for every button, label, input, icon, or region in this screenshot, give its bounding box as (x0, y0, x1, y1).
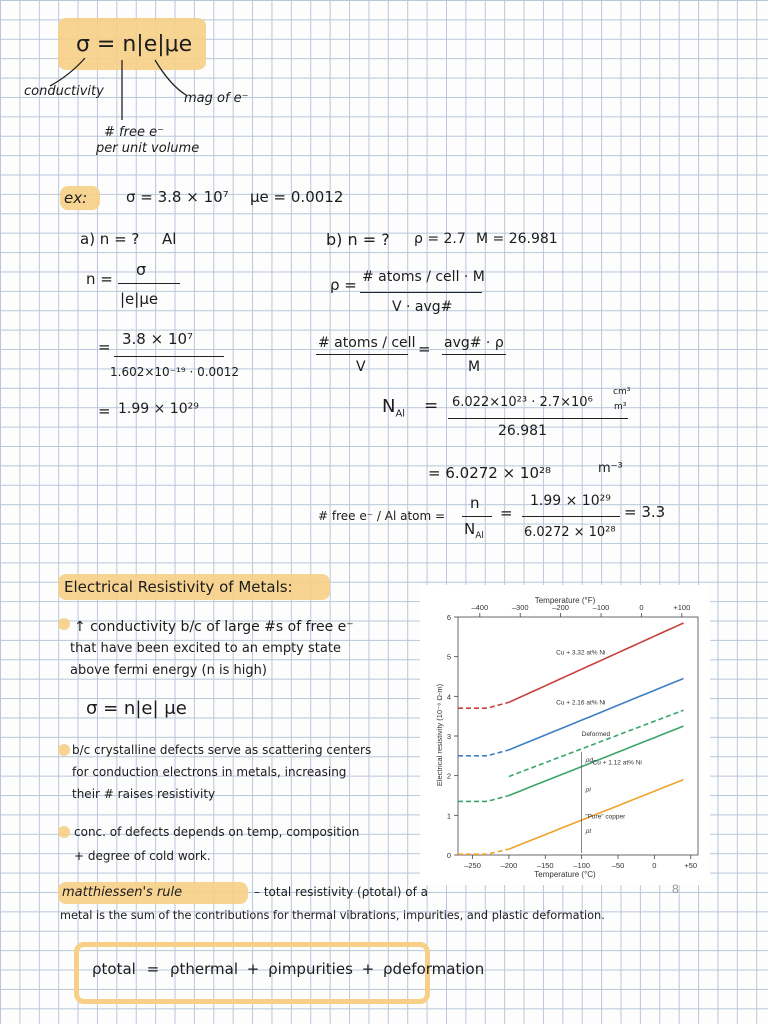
series-line-dashed (458, 849, 509, 854)
x-tick-label: –250 (464, 861, 481, 870)
part-b-nal-unit-den: m³ (614, 402, 627, 412)
rho-guide-label: ρi (585, 786, 591, 794)
rule-line2: metal is the sum of the contributions for thermal vibrations, impurities, and plastic deformation. (60, 909, 605, 922)
chart-ylabel: Electrical resistivity (10⁻⁸ Ω-m) (435, 683, 444, 787)
example-tag: ex: (64, 189, 88, 207)
x-tick-label: –100 (573, 861, 590, 870)
x2-tick-label: –300 (511, 603, 529, 612)
label-mag-of-e: mag of e⁻ (184, 91, 249, 106)
final-equals: = (146, 960, 160, 978)
bullet3-marker (58, 826, 70, 838)
series-label: "Pure" copper (585, 813, 626, 821)
x-tick-label: –50 (611, 861, 625, 870)
series-label: Cu + 3.32 at% Ni (556, 649, 606, 657)
part-b-rho-eq: ρ = (330, 276, 357, 294)
free-e-numerator-2: 1.99 × 10²⁹ (530, 493, 611, 509)
part-b-nal-result: = 6.0272 × 10²⁸ (428, 464, 552, 482)
rule-tag: matthiessen's rule (62, 885, 183, 900)
series-line (509, 623, 684, 702)
x-tick-label: 0 (652, 861, 657, 870)
part-b-avg-fraction-bar (442, 354, 506, 355)
part-a-denominator: |e|μe (120, 290, 159, 308)
rho-impurities: ρimpurities (268, 960, 353, 978)
free-e-fraction-bar (462, 516, 492, 517)
y-tick-label: 3 (446, 732, 451, 741)
nal-subscript: Al (395, 408, 406, 420)
part-b-rho: ρ = 2.7 (414, 231, 466, 247)
series-label: Cu + 2.16 at% Ni (556, 699, 606, 707)
part-a-result: 1.99 × 10²⁹ (118, 401, 199, 417)
x2-tick-label: –100 (592, 603, 610, 612)
rho-total: ρtotal (92, 960, 136, 978)
part-b-molar-mass: M = 26.981 (476, 231, 558, 247)
series-line-dashed (458, 750, 509, 756)
series-line (509, 679, 684, 750)
part-a-denominator-2: 1.602×10⁻¹⁹ · 0.0012 (110, 365, 240, 379)
part-a-numerator: σ (136, 260, 147, 279)
final-equation (92, 962, 484, 977)
rho-deformation: ρdeformation (383, 960, 485, 978)
y-tick-label: 1 (446, 811, 451, 821)
resistivity-formula: σ = n|e| μe (86, 698, 187, 719)
part-b-atoms-equals: = (418, 340, 431, 358)
label-free-electrons: # free e⁻ (104, 125, 164, 140)
x-tick-label: +50 (684, 861, 698, 870)
part-b-nal-denominator: 26.981 (498, 423, 547, 439)
part-b-rho-numerator: # atoms / cell · M (362, 269, 485, 285)
series-label: Cu + 1.12 at% Ni (592, 759, 642, 767)
x2-tick-label: –400 (471, 603, 489, 612)
free-e-denominator (464, 522, 484, 541)
part-b-nal-numerator: 6.022×10²³ · 2.7×10⁶ (452, 395, 593, 410)
x-tick-label: –200 (500, 861, 518, 870)
example-mu: μe = 0.0012 (250, 188, 344, 206)
bullet1-line1: ↑ conductivity b/c of large #s of free e⁻ (74, 619, 354, 635)
part-b-avg-numerator: avg# · ρ (444, 335, 504, 351)
part-b-atoms-numerator: # atoms / cell (318, 335, 416, 351)
y-tick-label: 6 (446, 613, 451, 622)
rho-guide-label: ρt (585, 828, 592, 836)
x2-tick-label: –200 (552, 603, 569, 612)
rho-guide-label: ρd (585, 756, 593, 764)
bullet1-marker (58, 618, 70, 630)
bullet2-line2: for conduction electrons in metals, increasing (72, 765, 347, 779)
part-a-element: Al (162, 230, 177, 248)
series-label: Deformed (581, 731, 611, 738)
part-b-avg-denominator: M (468, 359, 481, 375)
y-tick-label: 2 (446, 771, 451, 781)
free-e-den-symbol: N (464, 520, 476, 538)
y-tick-label: 0 (446, 851, 451, 860)
part-b-rho-denominator: V · avg# (392, 299, 453, 315)
chart-x2label: Temperature (°F) (534, 596, 596, 605)
part-b-nal-fraction-bar (448, 418, 628, 419)
label-conductivity: conductivity (24, 84, 104, 99)
part-b-nal-result-unit: m⁻³ (598, 461, 623, 476)
part-b-rho-fraction-bar (360, 292, 482, 293)
part-b-nal-equals: = (424, 396, 439, 416)
part-a-numerator-2: 3.8 × 10⁷ (122, 330, 194, 348)
part-a-question: a) n = ? (80, 230, 140, 248)
y-tick-label: 5 (446, 652, 451, 662)
rule-line1: – total resistivity (ρtotal) of a (254, 885, 429, 899)
resistivity-chart (420, 585, 710, 885)
part-b-atoms-fraction-bar (316, 354, 408, 355)
formula-sigma-main: σ = n|e|μe (76, 32, 193, 57)
free-e-den-sub: Al (475, 531, 484, 541)
resistivity-chart-svg (420, 585, 710, 885)
part-b-nal-unit-num: cm³ (613, 387, 631, 397)
bullet2-line3: their # raises resistivity (72, 787, 216, 801)
part-b-atoms-denominator: V (356, 359, 366, 375)
y-tick-label: 4 (446, 692, 451, 702)
nal-symbol: N (382, 396, 396, 417)
x2-tick-label: 0 (639, 603, 644, 612)
part-b-nal-label (382, 398, 405, 420)
bullet1-line2: that have been excited to an empty state (70, 641, 341, 656)
bullet2-line1: b/c crystalline defects serve as scattering centers (72, 743, 372, 757)
x-tick-label: –150 (536, 861, 554, 870)
x2-tick-label: +100 (673, 603, 691, 612)
bullet3-line1: conc. of defects depends on temp, composition (74, 825, 360, 839)
part-b-question: b) n = ? (326, 230, 390, 249)
free-e-denominator-2: 6.0272 × 10²⁸ (524, 525, 616, 540)
part-a-fraction-bar-2 (114, 356, 224, 357)
example-sigma: σ = 3.8 × 10⁷ (126, 188, 229, 206)
page-number: 8 (672, 882, 679, 896)
bullet2-marker (58, 744, 70, 756)
label-per-unit-volume: per unit volume (96, 141, 200, 156)
chart-xlabel: Temperature (°C) (534, 870, 596, 879)
free-e-equals: = (500, 504, 513, 522)
part-a-equals-2: = (98, 338, 111, 356)
part-a-equals-3: = (98, 402, 111, 420)
free-e-result: = 3.3 (624, 503, 666, 521)
bullet3-line2: + degree of cold work. (74, 849, 211, 863)
free-e-fraction-bar-2 (522, 516, 620, 517)
free-e-numerator: n (470, 494, 480, 512)
resistivity-heading: Electrical Resistivity of Metals: (64, 578, 293, 596)
bullet1-line3: above fermi energy (n is high) (70, 663, 267, 678)
rho-thermal: ρthermal (169, 960, 238, 978)
series-line-dashed (458, 702, 509, 708)
series-line-dashed (458, 796, 509, 802)
final-plus-1: + (246, 960, 260, 978)
part-a-n-label: n = (86, 270, 113, 288)
part-a-fraction-bar (118, 283, 180, 284)
final-plus-2: + (361, 960, 375, 978)
free-e-per-atom-label: # free e⁻ / Al atom = (318, 509, 446, 523)
